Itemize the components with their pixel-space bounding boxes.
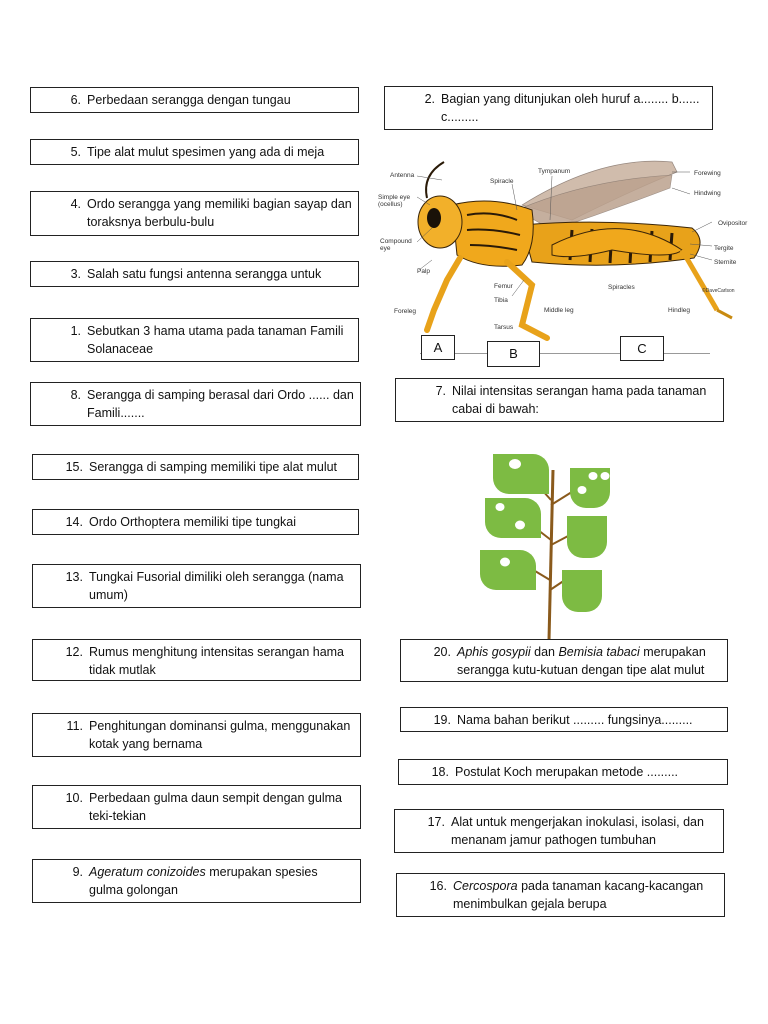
question-number: 11. (66, 719, 83, 733)
leaf-spot (589, 472, 598, 480)
label-compound-eye: Compound (380, 238, 412, 245)
question-number: 9. (72, 865, 83, 879)
label-femur: Femur (494, 283, 513, 290)
label-tarsus: Tarsus (494, 324, 514, 331)
question-18 (398, 759, 728, 785)
species-name-2: Bemisia tabaci (558, 645, 640, 659)
label-foreleg: Foreleg (394, 308, 417, 315)
marker-c: C (620, 336, 664, 361)
label-middle-leg: Middle leg (544, 307, 574, 314)
question-16 (396, 873, 725, 917)
question-number: 10. (65, 791, 83, 805)
species-name: Aphis gosypii (457, 645, 531, 659)
label-ocellus: (ocellus) (378, 201, 403, 208)
question-text: Alat untuk mengerjakan inokulasi, isolasi, dan menanam jamur pathogen tumbuhan (451, 815, 704, 847)
label-tympanum: Tympanum (538, 168, 571, 175)
question-20 (400, 639, 728, 682)
question-number: 1. (70, 324, 81, 338)
question-13 (32, 564, 361, 608)
question-11 (32, 713, 361, 757)
leaf-spot (578, 486, 587, 494)
question-14 (32, 509, 359, 535)
plant-svg (475, 450, 635, 640)
question-number: 17. (427, 815, 445, 829)
question-text: Salah satu fungsi antenna serangga untuk (87, 267, 322, 281)
leaf-spot (515, 521, 525, 530)
question-text: Ordo serangga yang memiliki bagian sayap dan toraksnya berbulu-bulu (87, 197, 352, 229)
species-name: Cercospora (453, 879, 518, 893)
question-text: Ordo Orthoptera memiliki tipe tungkai (89, 515, 297, 529)
question-number: 4. (70, 197, 81, 211)
question-number: 16. (429, 879, 447, 893)
question-1 (30, 318, 359, 362)
label-sternite: Sternite (714, 259, 737, 266)
question-text: Penghitungan dominansi gulma, menggunakan kotak yang bernama (89, 719, 351, 751)
question-number: 6. (70, 93, 81, 107)
question-number: 15. (65, 460, 83, 474)
leaf-5 (480, 550, 536, 590)
question-2 (384, 86, 713, 130)
label-credit: ©DaveCarlson (702, 288, 735, 294)
scale-line (420, 353, 710, 354)
question-number: 19. (433, 713, 451, 727)
label-spiracles: Spiracles (608, 284, 635, 291)
marker-b: B (487, 341, 540, 367)
question-7 (395, 378, 724, 422)
leaf-3 (485, 498, 541, 538)
question-number: 12. (65, 645, 83, 659)
label-antenna: Antenna (390, 172, 415, 179)
question-text: Nilai intensitas serangan hama pada tanaman cabai di bawah: (452, 384, 707, 416)
label-hindwing: Hindwing (694, 190, 721, 197)
grasshopper-diagram (372, 150, 752, 350)
question-5 (30, 139, 359, 165)
leaf-spot (601, 472, 610, 480)
question-17 (394, 809, 724, 853)
label-ovipositor: Ovipositor (718, 220, 748, 227)
species-name: Ageratum conizoides (89, 865, 206, 879)
question-text: Rumus menghitung intensitas serangan hama tidak mutlak (89, 645, 345, 677)
label-palp: Palp (417, 268, 431, 275)
question-8 (30, 382, 361, 426)
marker-a: A (421, 335, 455, 360)
question-text: Perbedaan serangga dengan tungau (87, 93, 291, 107)
question-text: Perbedaan gulma daun sempit dengan gulma teki-tekian (89, 791, 342, 823)
question-number: 8. (70, 388, 81, 402)
question-number: 7. (435, 384, 446, 398)
label-tibia: Tibia (494, 297, 508, 304)
question-3 (30, 261, 359, 287)
question-text: Aphis gosypii dan Bemisia tabaci merupakan serangga kutu-kutuan dengan tipe alat mulut (457, 645, 706, 677)
question-number: 18. (431, 765, 449, 779)
question-19 (400, 707, 728, 732)
question-text: Sebutkan 3 hama utama pada tanaman Famili Solanaceae (87, 324, 344, 356)
question-10 (32, 785, 361, 829)
question-text: Tungkai Fusorial dimiliki oleh serangga (nama umum) (89, 570, 344, 602)
question-text: Tipe alat mulut spesimen yang ada di meja (87, 145, 325, 159)
leaf-4 (567, 516, 607, 558)
question-number: 2. (424, 92, 435, 106)
label-hindleg: Hindleg (668, 307, 691, 314)
question-number: 5. (70, 145, 81, 159)
question-text: Serangga di samping berasal dari Ordo ...... dan Famili....... (87, 388, 354, 420)
label-forewing: Forewing (694, 170, 721, 177)
question-9 (32, 859, 361, 903)
question-number: 14. (65, 515, 83, 529)
label-compound-eye-2: eye (380, 245, 391, 252)
leaf-1 (493, 454, 549, 494)
question-number: 20. (433, 645, 451, 659)
question-number: 3. (70, 267, 81, 281)
label-simple-eye: Simple eye (378, 194, 411, 201)
leaf-spot (509, 459, 521, 469)
question-15 (32, 454, 359, 480)
question-text: Serangga di samping memiliki tipe alat mulut (89, 460, 338, 474)
chili-plant-illustration (475, 450, 635, 640)
question-text: Bagian yang ditunjukan oleh huruf a........ b...... c......... (441, 92, 700, 124)
leaf-spot (500, 558, 510, 567)
question-6 (30, 87, 359, 113)
label-tergite: Tergite (714, 245, 734, 252)
question-12 (32, 639, 361, 681)
leaf-spot (496, 503, 505, 511)
label-spiracle: Spiracle (490, 178, 514, 185)
question-text: Ageratum conizoides merupakan spesies gulma golongan (89, 865, 318, 897)
question-4 (30, 191, 359, 236)
question-text: Postulat Koch merupakan metode ......... (455, 765, 679, 779)
question-number: 13. (65, 570, 83, 584)
grasshopper-illustration (372, 150, 752, 350)
leaf-6 (562, 570, 602, 612)
question-text: Cercospora pada tanaman kacang-kacangan menimbulkan gejala berupa (453, 879, 704, 911)
question-text: Nama bahan berikut ......... fungsinya......... (457, 713, 693, 727)
